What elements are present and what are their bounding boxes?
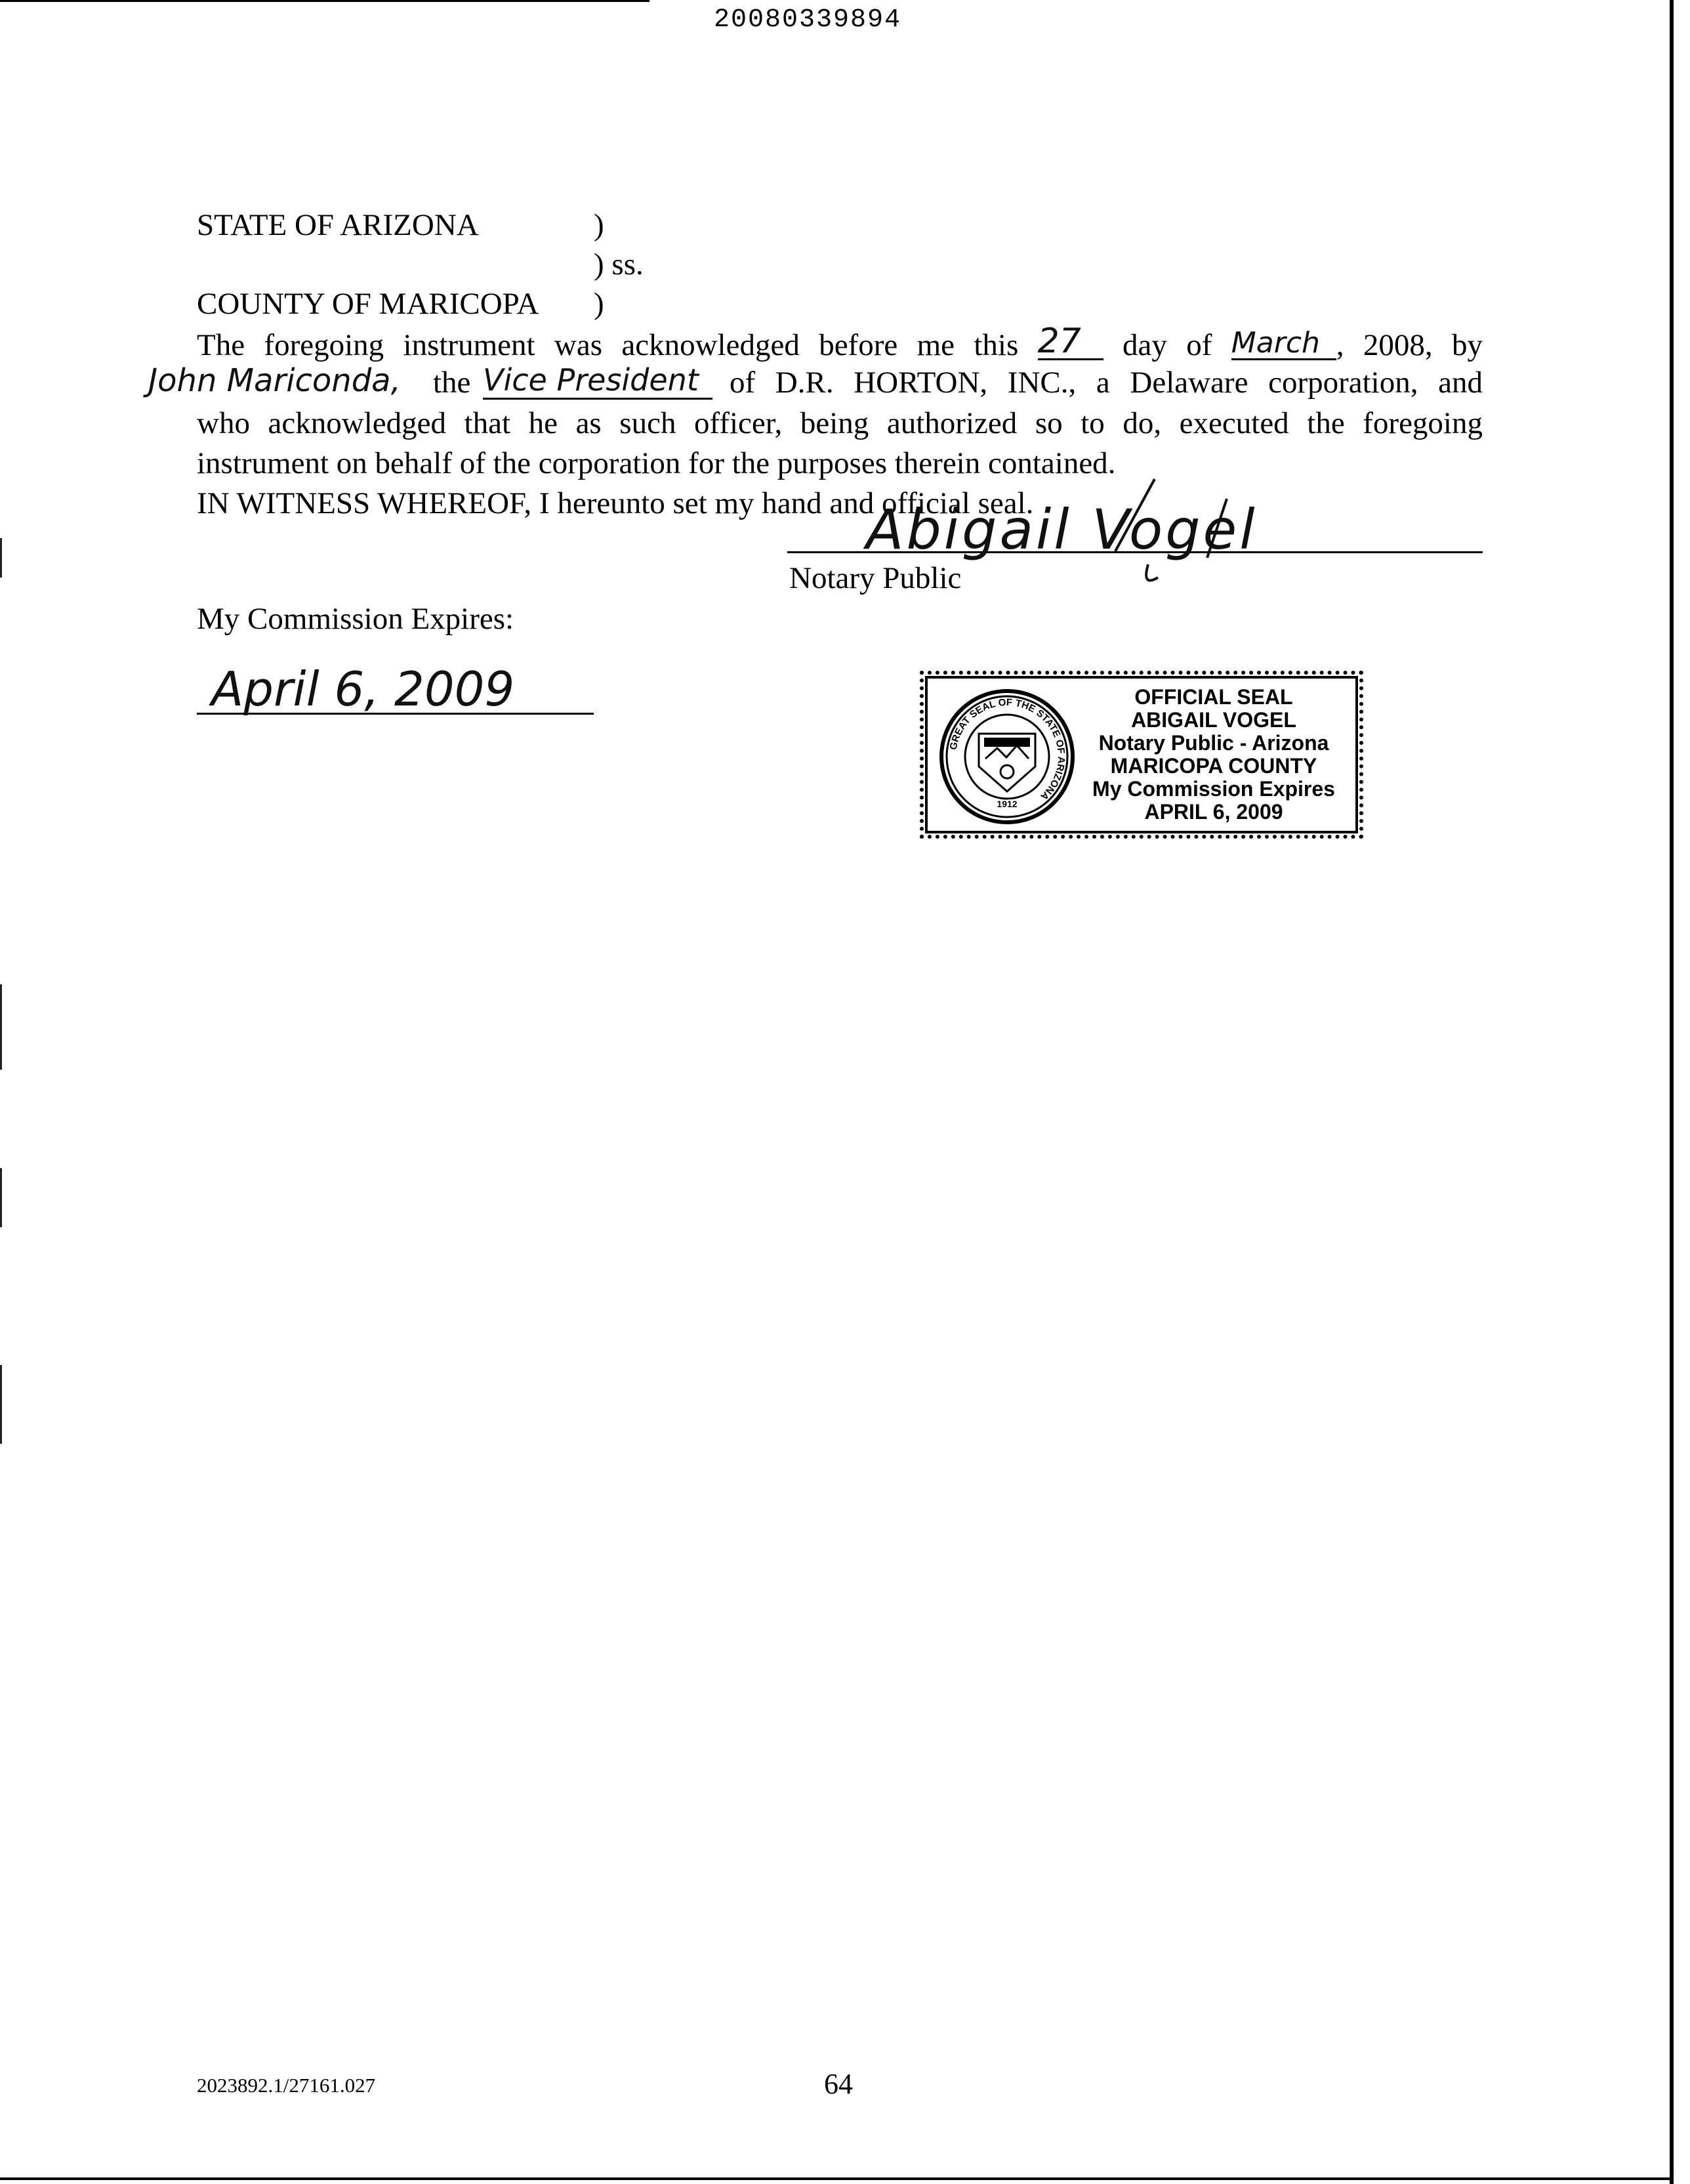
scan-edge-mark (0, 538, 2, 578)
right-page-border (1670, 0, 1674, 2184)
scan-edge-mark (0, 1365, 2, 1444)
notary-signature: Abigail Vogel (866, 497, 1258, 562)
scan-edge-mark (0, 984, 2, 1070)
state-line: STATE OF ARIZONA (197, 208, 479, 242)
seal-expires-date: APRIL 6, 2009 (1144, 800, 1283, 824)
handwritten-day: 27 (1037, 322, 1081, 361)
ss-line: ) ss. (594, 247, 644, 282)
ack-line-1-mid: day of (1123, 328, 1212, 362)
county-line: COUNTY OF MARICOPA (197, 287, 539, 321)
signature-flourish-icon (1109, 472, 1233, 591)
ack-line-4: instrument on behalf of the corporation for the purposes therein contained. (197, 446, 1116, 480)
ack-line-1-post: , 2008, by (1336, 328, 1483, 362)
notary-public-label: Notary Public (789, 561, 962, 595)
seal-notary-state: Notary Public - Arizona (1098, 731, 1329, 755)
ack-line-1-pre: The foregoing instrument was acknowledged before me this (197, 328, 1019, 362)
bottom-page-border (0, 2177, 1674, 2180)
venue-paren: ) (594, 287, 604, 321)
seal-expires-label: My Commission Expires (1092, 777, 1335, 801)
handwritten-commission-date: April 6, 2009 (211, 662, 515, 717)
commission-expires-label: My Commission Expires: (197, 602, 514, 636)
document-number: 20080339894 (714, 5, 902, 35)
page-number: 64 (824, 2068, 853, 2100)
arizona-state-seal-icon (938, 688, 1076, 826)
handwritten-officer-title: Vice President (483, 362, 699, 398)
ack-line-1 (197, 322, 1483, 363)
handwritten-month: March (1231, 326, 1320, 360)
ack-line-2-post: of D.R. HORTON, INC., a Delaware corporation, and (730, 366, 1483, 400)
seal-title: OFFICIAL SEAL (1134, 685, 1293, 709)
seal-year: 1912 (997, 799, 1018, 809)
scan-edge-mark (0, 1168, 2, 1227)
witness-line: IN WITNESS WHEREOF, I hereunto set my hand and official seal. (197, 486, 1034, 520)
ack-line-3: who acknowledged that he as such officer, being authorized so to do, executed the foregoing (197, 406, 1483, 440)
seal-notary-name: ABIGAIL VOGEL (1131, 708, 1296, 732)
seal-text-block (1076, 686, 1351, 824)
footer-doc-ref: 2023892.1/27161.027 (197, 2074, 376, 2097)
venue-paren: ) (594, 208, 604, 242)
seal-county: MARICOPA COUNTY (1110, 754, 1317, 778)
seal-ring-text: GREAT SEAL OF THE STATE OF ARIZONA (947, 696, 1067, 803)
ack-line-2-the: the (433, 366, 471, 400)
top-rule (0, 0, 649, 2)
handwritten-officer-name: John Mariconda, (148, 362, 401, 399)
